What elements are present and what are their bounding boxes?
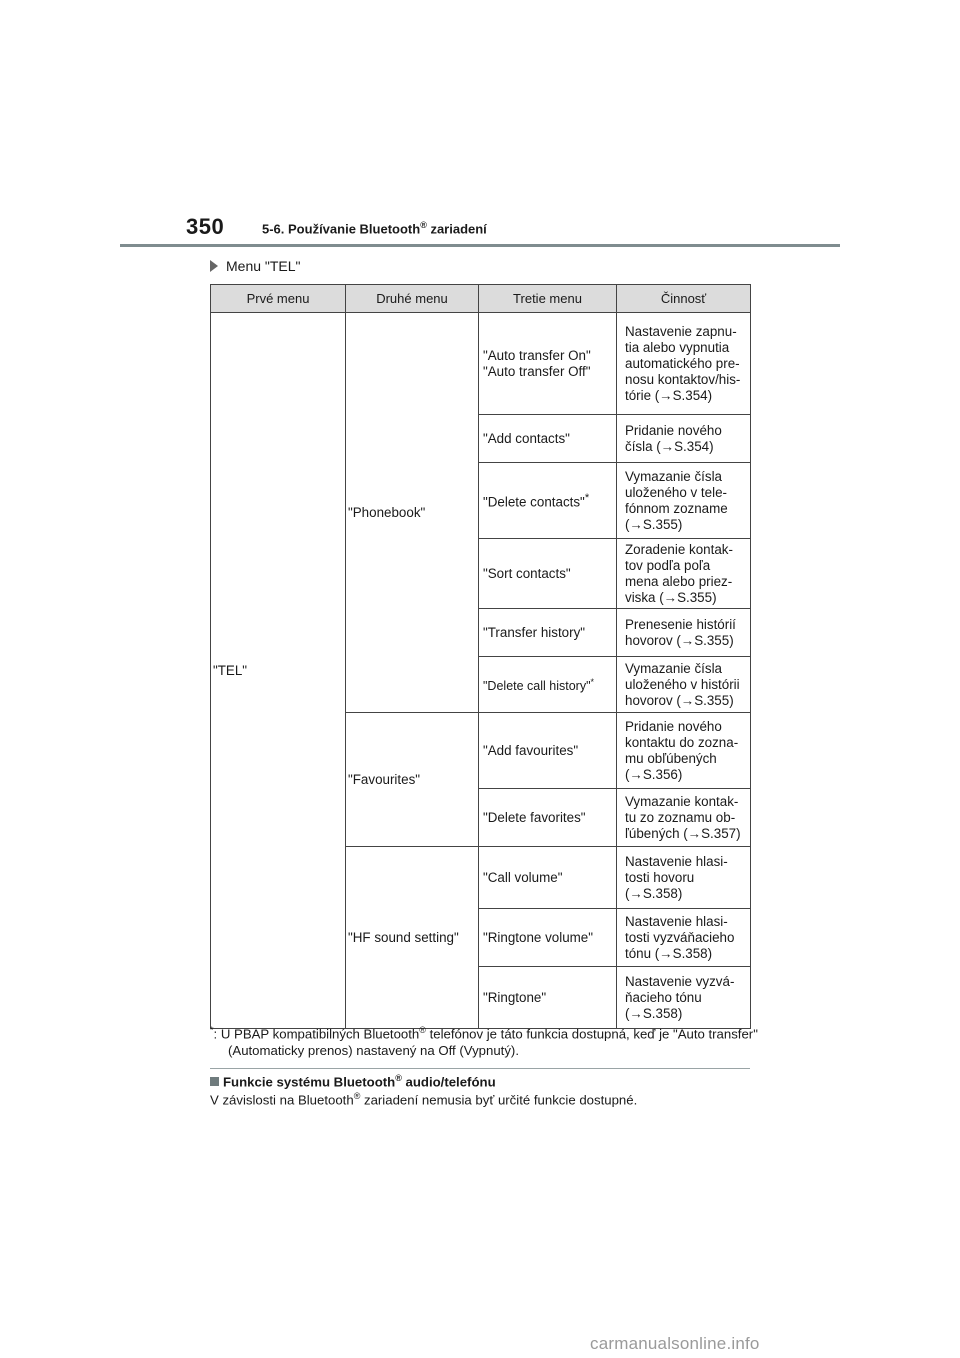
action-cell: Pridanie nového čísla (→S.354) — [617, 415, 751, 463]
second-menu-cell: "Favourites" — [346, 713, 479, 847]
header-rule — [120, 244, 840, 247]
third-menu-cell: "Ringtone volume" — [479, 909, 617, 967]
third-menu-cell: "Sort contacts" — [479, 539, 617, 609]
third-menu-cell: "Ringtone" — [479, 967, 617, 1029]
action-cell: Pridanie nového kontaktu do zozna- mu obľúbených (→S.356) — [617, 713, 751, 789]
table-row — [211, 313, 751, 415]
subsection-heading: Funkcie systému Bluetooth® audio/telefónu — [210, 1073, 496, 1089]
column-header: Druhé menu — [346, 285, 479, 313]
column-header: Činnosť — [617, 285, 751, 313]
table-header-row — [211, 285, 751, 313]
third-menu-cell: "Add contacts" — [479, 415, 617, 463]
watermark-text: carmanualsonline.info — [590, 1334, 760, 1353]
tel-menu-table — [210, 284, 751, 1029]
triangle-bullet-icon — [210, 260, 218, 272]
action-cell: Nastavenie hlasi- tosti hovoru (→S.358) — [617, 847, 751, 909]
footnote: *: U PBAP kompatibilných Bluetooth® telefónov je táto funkcia dostupná, keď je "Auto transfer" (Automaticky prenos) nastavený na Off (Vypnutý). — [210, 1025, 758, 1059]
action-cell: Vymazanie čísla uloženého v tele- fónnom zozname (→S.355) — [617, 463, 751, 539]
third-menu-cell: "Delete favorites" — [479, 789, 617, 847]
menu-heading: Menu "TEL" — [210, 258, 301, 274]
body-paragraph: V závislosti na Bluetooth® zariadení nemusia byť určité funkcie dostupné. — [210, 1091, 638, 1108]
action-cell: Nastavenie hlasi- tosti vyzváňacieho tónu (→S.358) — [617, 909, 751, 967]
section-divider — [210, 1068, 750, 1069]
section-title: 5-6. Používanie Bluetooth® zariadení — [262, 220, 487, 237]
second-menu-cell: "HF sound setting" — [346, 847, 479, 1029]
action-cell: Nastavenie zapnu- tia alebo vypnutia automatického pre- nosu kontaktov/his- tórie (→S.354) — [617, 313, 751, 415]
action-cell: Zoradenie kontak- tov podľa poľa mena alebo priez- viska (→S.355) — [617, 539, 751, 609]
third-menu-cell: "Transfer history" — [479, 609, 617, 657]
column-header: Tretie menu — [479, 285, 617, 313]
third-menu-cell: "Call volume" — [479, 847, 617, 909]
third-menu-cell: "Delete call history"* — [479, 657, 617, 713]
page-number: 350 — [186, 214, 225, 239]
third-menu-cell: "Auto transfer On" "Auto transfer Off" — [479, 313, 617, 415]
third-menu-cell: "Delete contacts"* — [479, 463, 617, 539]
square-bullet-icon — [210, 1077, 219, 1086]
action-cell: Vymazanie kontak- tu zo zoznamu ob- ľúbených (→S.357) — [617, 789, 751, 847]
first-menu-cell: "TEL" — [211, 313, 346, 1029]
action-cell: Vymazanie čísla uloženého v histórii hovorov (→S.355) — [617, 657, 751, 713]
column-header: Prvé menu — [211, 285, 346, 313]
action-cell: Nastavenie vyzvá- ňacieho tónu (→S.358) — [617, 967, 751, 1029]
second-menu-cell: "Phonebook" — [346, 313, 479, 713]
action-cell: Prenesenie histórií hovorov (→S.355) — [617, 609, 751, 657]
third-menu-cell: "Add favourites" — [479, 713, 617, 789]
